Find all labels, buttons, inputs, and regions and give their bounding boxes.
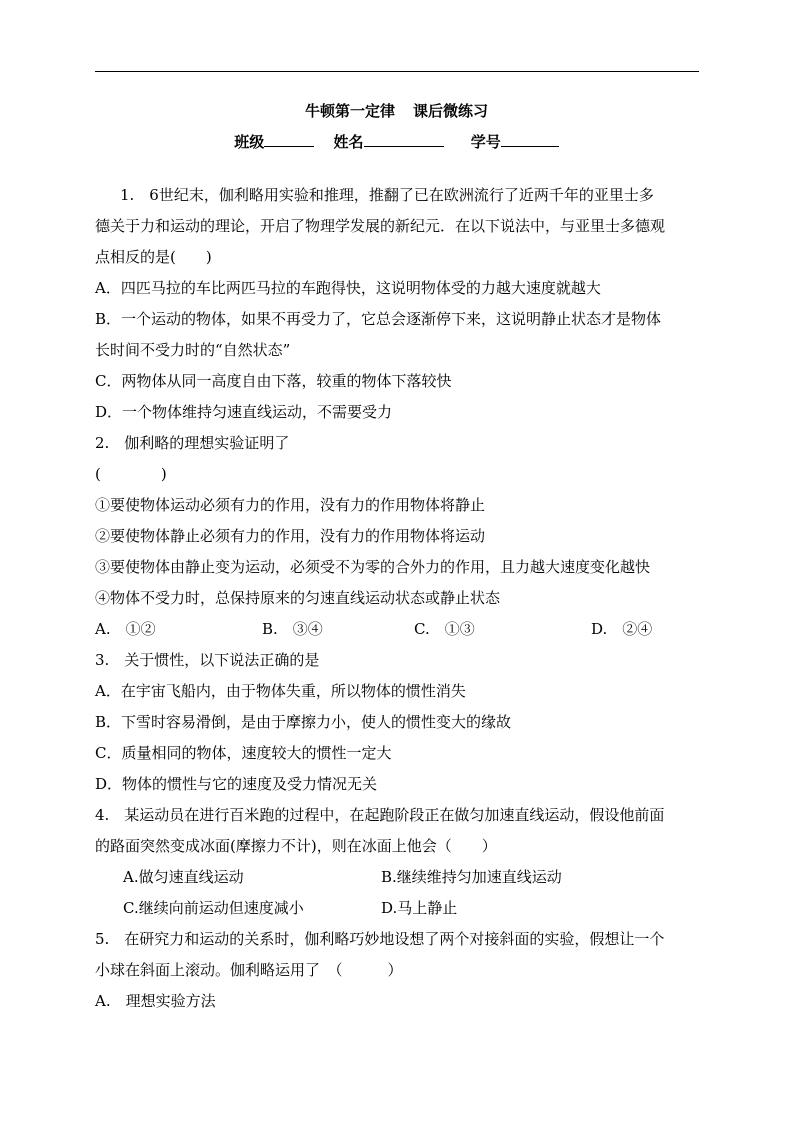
class-blank bbox=[264, 131, 314, 147]
q4-option-d: D.马上静止 bbox=[381, 899, 458, 917]
q1-stem-line1: 1. 6世纪末，伽利略用实验和推理，推翻了已在欧洲流行了近两千年的亚里士多 bbox=[120, 186, 654, 204]
name-label: 姓名 bbox=[333, 133, 364, 151]
q2-statement-3: ③要使物体由静止变为运动，必须受不为零的合外力的作用，且力越大速度变化越快 bbox=[95, 558, 651, 576]
q2-option-a: A. ①② bbox=[95, 620, 156, 638]
student-info-line bbox=[0, 131, 793, 152]
id-blank bbox=[501, 131, 559, 147]
title-topic: 牛顿第一定律 bbox=[304, 102, 395, 120]
id-label: 学号 bbox=[470, 133, 501, 151]
q5-stem-line1: 5. 在研究力和运动的关系时，伽利略巧妙地设想了两个对接斜面的实验，假想让一个 bbox=[95, 930, 665, 948]
q3-option-b: B．下雪时容易滑倒，是由于摩擦力小，使人的惯性变大的缘故 bbox=[95, 713, 512, 731]
q2-options bbox=[95, 614, 705, 645]
q4-stem-line1: 4. 某运动员在进行百米跑的过程中，在起跑阶段正在做匀加速直线运动，假设他前面 bbox=[95, 806, 665, 824]
q1-option-b-line1: B．一个运动的物体，如果不再受力了，它总会逐渐停下来，这说明静止状态才是物体 bbox=[95, 310, 662, 328]
q1-option-d: D．一个物体维持匀速直线运动，不需要受力 bbox=[95, 403, 393, 421]
q4-stem-line2: 的路面突然变成冰面(摩擦力不计)，则在冰面上他会（ ） bbox=[95, 837, 497, 855]
q2-stem-line2: ( ) bbox=[95, 465, 167, 483]
q3-stem: 3. 关于惯性，以下说法正确的是 bbox=[95, 651, 320, 669]
q2-option-d: D. ②④ bbox=[591, 620, 653, 638]
q4-options-row2 bbox=[95, 893, 705, 924]
q3-option-c: C．质量相同的物体，速度较大的惯性一定大 bbox=[95, 744, 392, 762]
question-list bbox=[95, 180, 705, 1017]
q2-statement-2: ②要使物体静止必须有力的作用，没有力的作用物体将运动 bbox=[95, 527, 486, 545]
q5-option-a: A. 理想实验方法 bbox=[95, 992, 216, 1010]
q1-stem-line3: 点相反的是( ) bbox=[95, 248, 212, 266]
name-blank bbox=[364, 131, 444, 147]
q4-option-c: C.继续向前运动但速度减小 bbox=[123, 899, 304, 917]
q1-option-a: A．四匹马拉的车比两匹马拉的车跑得快，这说明物体受的力越大速度就越大 bbox=[95, 279, 601, 297]
q2-statement-1: ①要使物体运动必须有力的作用，没有力的作用物体将静止 bbox=[95, 496, 486, 514]
q1-option-b-line2: 长时间不受力时的“自然状态” bbox=[95, 341, 291, 359]
page-title bbox=[0, 101, 793, 121]
q4-options-row1 bbox=[95, 862, 705, 893]
q4-option-a: A.做匀速直线运动 bbox=[123, 868, 244, 886]
class-label: 班级 bbox=[234, 133, 265, 151]
q1-stem-line2: 德关于力和运动的理论，开启了物理学发展的新纪元．在以下说法中，与亚里士多德观 bbox=[95, 217, 666, 235]
q1-option-c: C．两物体从同一高度自由下落，较重的物体下落较快 bbox=[95, 372, 452, 390]
q4-option-b: B.继续维持匀加速直线运动 bbox=[381, 868, 562, 886]
q2-statement-4: ④物体不受力时，总保持原来的匀速直线运动状态或静止状态 bbox=[95, 589, 501, 607]
q2-option-b: B. ③④ bbox=[262, 620, 323, 638]
q2-option-c: C. ①③ bbox=[414, 620, 475, 638]
q3-option-d: D．物体的惯性与它的速度及受力情况无关 bbox=[95, 775, 378, 793]
q2-stem-line1: 2. 伽利略的理想实验证明了 bbox=[95, 434, 290, 452]
title-subtitle: 课后微练习 bbox=[413, 102, 489, 120]
header-rule bbox=[95, 71, 699, 72]
q3-option-a: A．在宇宙飞船内，由于物体失重，所以物体的惯性消失 bbox=[95, 682, 466, 700]
q5-stem-line2: 小球在斜面上滚动。伽利略运用了 （ ） bbox=[95, 961, 403, 979]
